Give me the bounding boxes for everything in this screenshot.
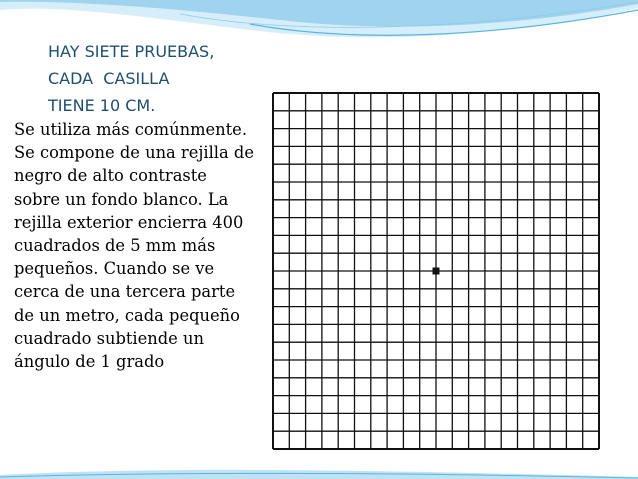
central-fixation-dot xyxy=(433,268,440,275)
amsler-grid xyxy=(270,90,602,452)
body-text: Se utiliza más comúnmente. Se compone de una rejilla de negro de alto contraste sobre un fondo blanco. La rejilla exterior encierra 400 cuadrados de 5 mm más pequeños. Cuando se ve cerca de una tercera parte de un metro, cada pequeño cuadrado subtiende un ángulo de 1 grado xyxy=(14,120,254,372)
slide-title-line-3: TIENE 10 CM. xyxy=(48,96,156,115)
bottom-wave-decoration xyxy=(0,465,638,479)
slide-title xyxy=(48,38,268,119)
slide-title-line-1: HAY SIETE PRUEBAS, xyxy=(48,42,215,61)
slide-title-line-2: CADA CASILLA xyxy=(48,69,170,88)
